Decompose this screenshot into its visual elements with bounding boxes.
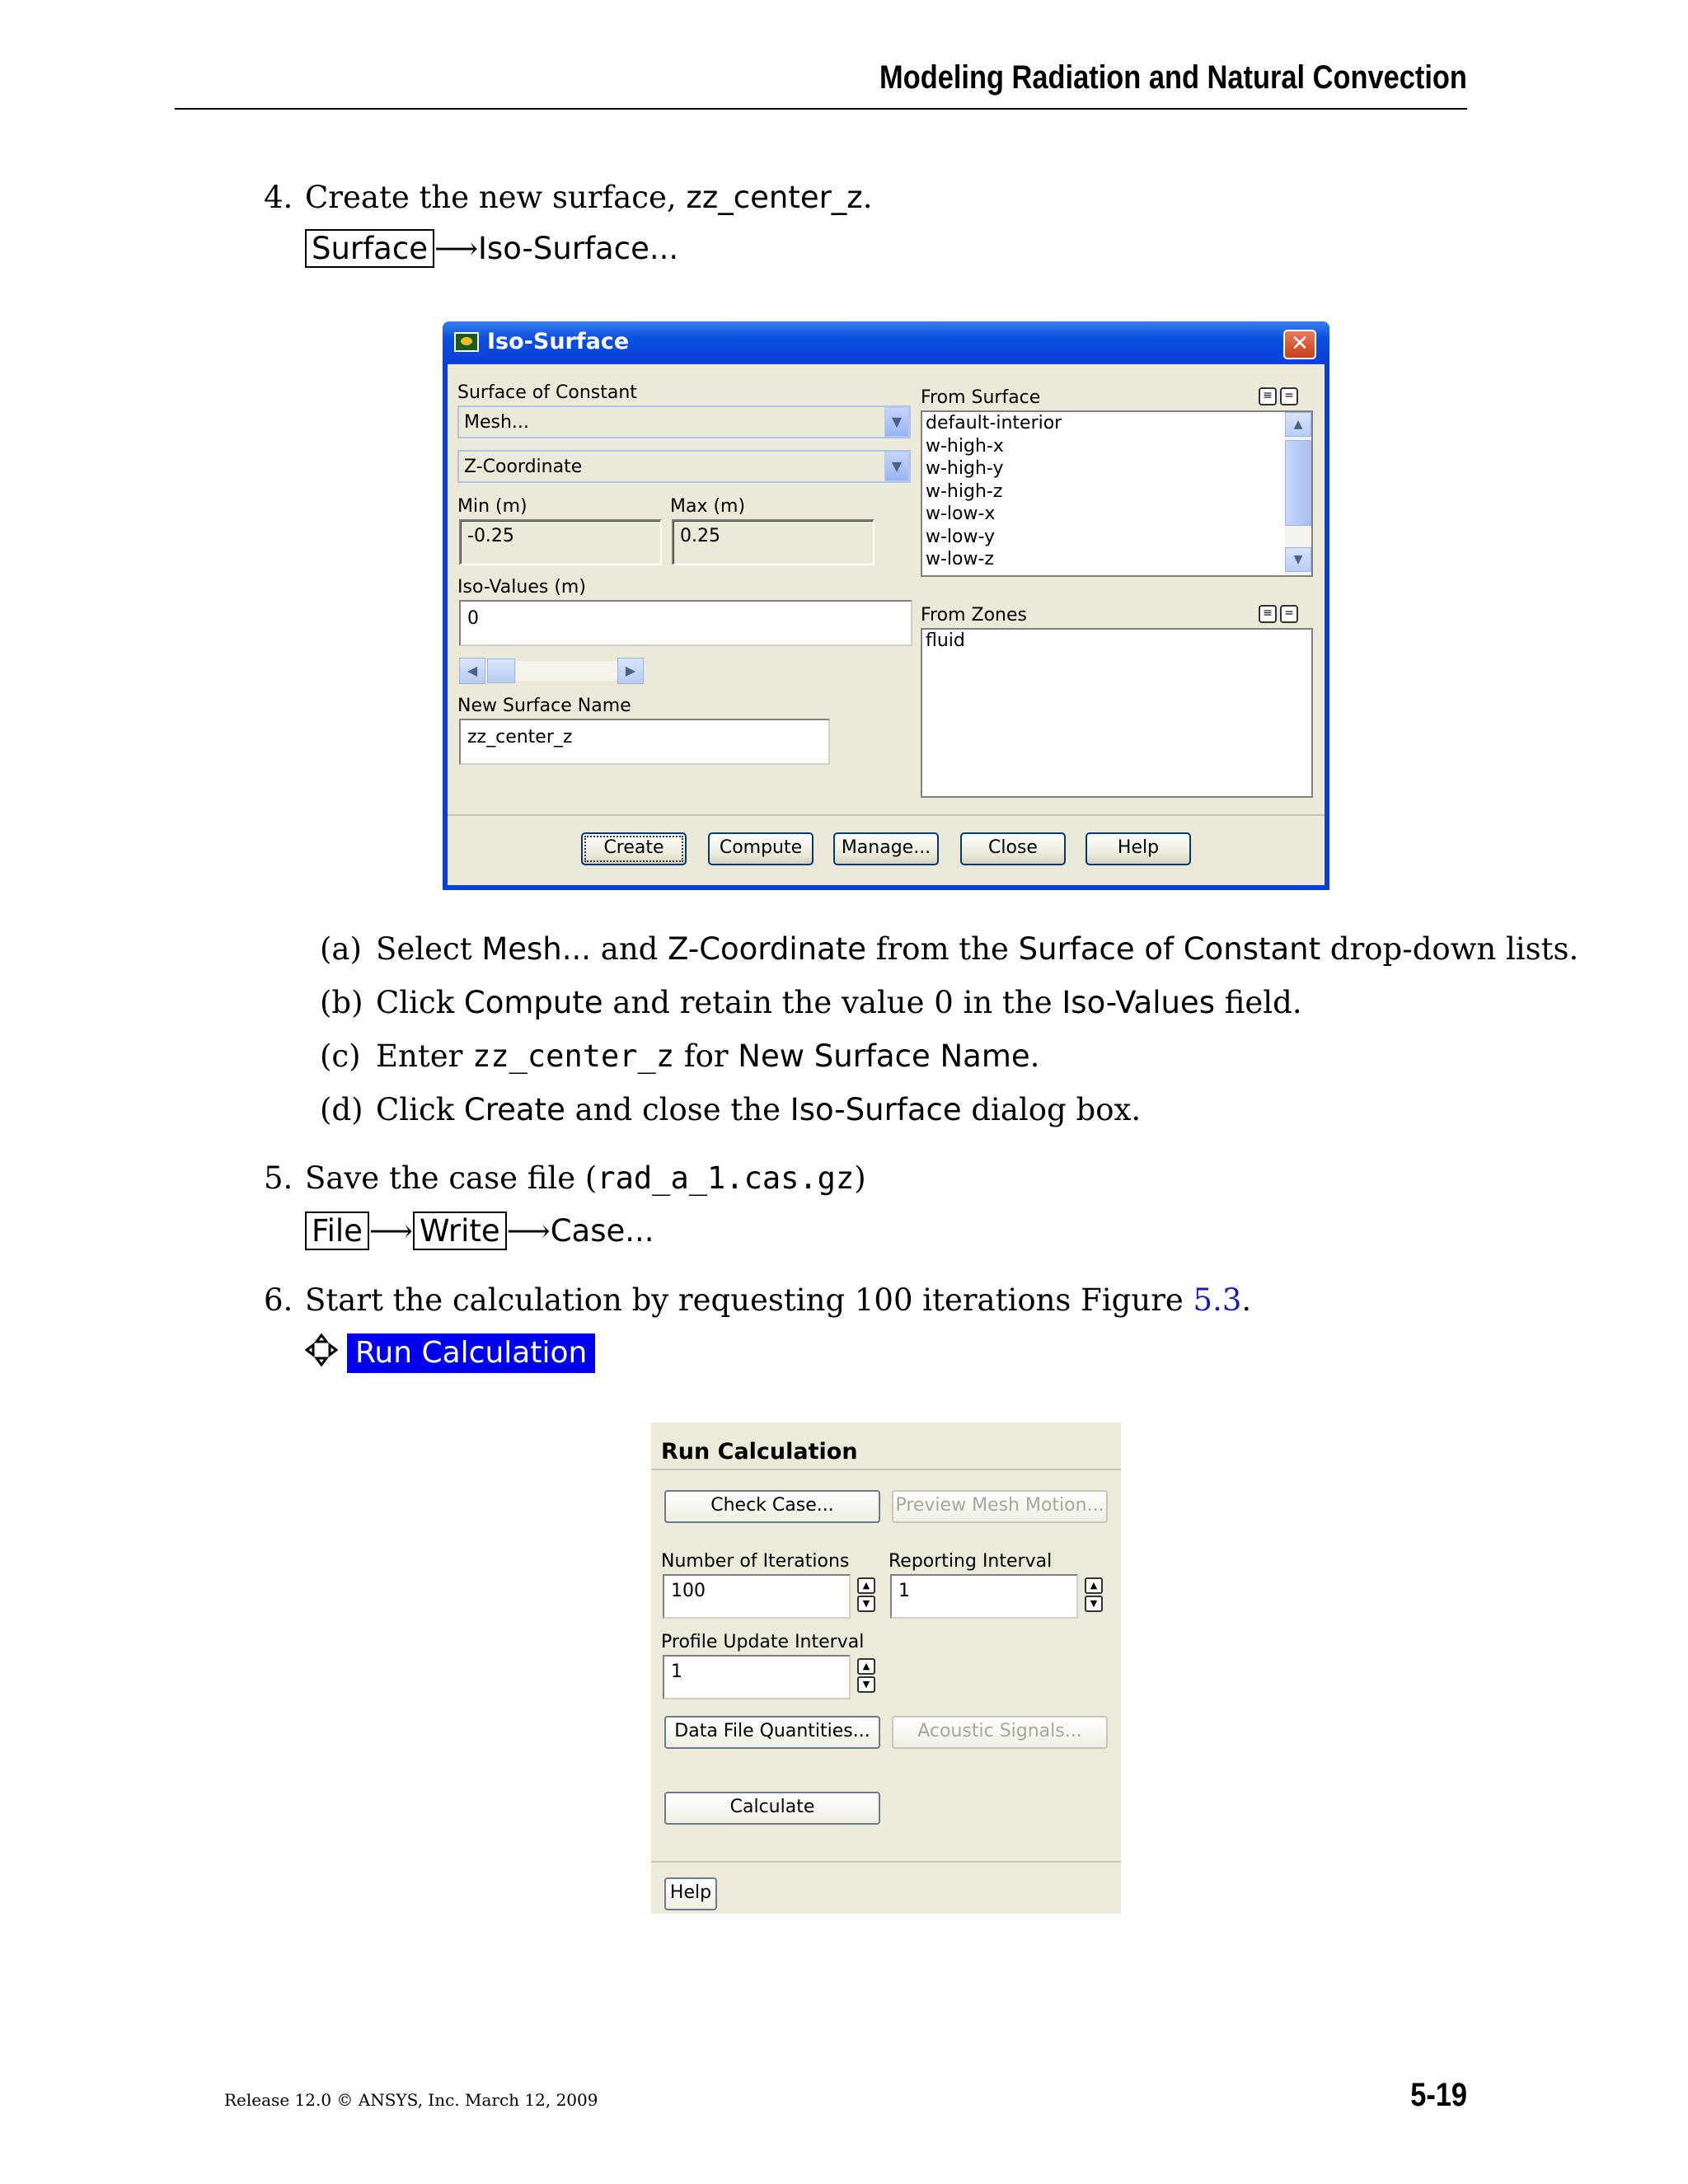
case-file-name: rad_a_1.cas.gz xyxy=(597,1160,855,1196)
iterations-input[interactable]: 100 xyxy=(663,1574,851,1619)
arrow-icon: ⟶ xyxy=(368,1213,413,1249)
surface-of-constant-label: Surface of Constant xyxy=(457,382,637,403)
from-surface-label: From Surface xyxy=(921,387,1041,408)
chevron-down-icon[interactable]: ▼ xyxy=(857,1596,875,1612)
select-all-icon[interactable]: ≡ xyxy=(1259,387,1277,405)
chevron-up-icon[interactable]: ▲ xyxy=(1285,412,1311,437)
chevron-down-icon[interactable]: ▼ xyxy=(884,407,909,437)
chevron-down-icon[interactable]: ▼ xyxy=(1085,1596,1103,1612)
list-item[interactable]: w-low-z xyxy=(926,549,994,569)
help-button[interactable]: Help xyxy=(664,1877,717,1910)
iso-surface-dialog xyxy=(443,321,1329,890)
substep-c: (c) Enter zz_center_z for New Surface Name. xyxy=(320,1038,1040,1074)
max-field: 0.25 xyxy=(672,519,874,565)
calculate-button[interactable]: Calculate xyxy=(664,1792,880,1825)
min-field: -0.25 xyxy=(459,519,662,565)
scrollbar-thumb[interactable] xyxy=(1285,440,1311,526)
chevron-left-icon[interactable]: ◀ xyxy=(459,658,485,684)
page-header-title: Modeling Radiation and Natural Convection xyxy=(879,59,1467,96)
list-item[interactable]: fluid xyxy=(926,630,965,651)
page-number: 5-19 xyxy=(1410,2077,1467,2113)
surface-of-constant-dropdown-2[interactable]: Z-Coordinate ▼ xyxy=(457,450,911,483)
divider xyxy=(448,814,1325,816)
deselect-all-icon[interactable]: = xyxy=(1280,387,1298,405)
arrow-icon: ⟶ xyxy=(434,231,479,266)
title-bar[interactable] xyxy=(443,321,1329,364)
step-6-text: 6. Start the calculation by requesting 100 iterations Figure 5.3. xyxy=(264,1282,1252,1318)
compute-button[interactable]: Compute xyxy=(708,832,814,865)
new-surface-name-label: New Surface Name xyxy=(457,696,631,716)
list-item[interactable]: w-high-z xyxy=(926,480,1003,502)
list-item[interactable]: w-high-x xyxy=(926,435,1004,457)
deselect-all-icon[interactable]: = xyxy=(1280,605,1298,623)
list-item[interactable]: w-high-y xyxy=(926,458,1004,479)
header-rule xyxy=(175,108,1467,110)
profile-update-label: Profile Update Interval xyxy=(661,1632,865,1652)
min-label: Min (m) xyxy=(457,496,528,517)
step-5-menu-path xyxy=(305,1213,654,1249)
step-number: 4. xyxy=(264,180,293,215)
run-calculation-panel xyxy=(651,1422,1121,1914)
manage-button[interactable]: Manage... xyxy=(833,832,939,865)
substep-d: (d) Click Create and close the Iso-Surface dialog box. xyxy=(320,1092,1142,1127)
chevron-down-icon[interactable]: ▼ xyxy=(857,1676,875,1693)
menu-surface[interactable]: Surface xyxy=(305,229,434,268)
check-case-button[interactable]: Check Case... xyxy=(664,1490,880,1523)
acoustic-signals-button[interactable]: Acoustic Signals... xyxy=(892,1716,1108,1749)
iso-values-label: Iso-Values (m) xyxy=(457,577,586,598)
run-calculation-nav[interactable]: Run Calculation xyxy=(347,1333,595,1373)
profile-update-input[interactable]: 1 xyxy=(663,1655,851,1699)
panel-title: Run Calculation xyxy=(661,1439,858,1465)
substep-b: (b) Click Compute and retain the value 0 in the Iso-Values field. xyxy=(320,985,1302,1020)
select-all-icon[interactable]: ≡ xyxy=(1259,605,1277,623)
menu-case[interactable]: Case... xyxy=(550,1213,654,1249)
chevron-up-icon[interactable]: ▲ xyxy=(857,1577,875,1594)
list-item[interactable]: default-interior xyxy=(926,413,1062,434)
menu-file[interactable]: File xyxy=(305,1212,369,1250)
step-number: 6. xyxy=(264,1282,293,1318)
move-arrows-icon xyxy=(305,1333,338,1366)
iso-values-input[interactable]: 0 xyxy=(459,600,912,646)
iterations-label: Number of Iterations xyxy=(661,1551,850,1572)
chevron-down-icon[interactable]: ▼ xyxy=(1285,547,1311,572)
step-4-menu-path xyxy=(305,231,678,266)
reporting-interval-input[interactable]: 1 xyxy=(890,1574,1078,1619)
step-4-text: 4. Create the new surface, zz_center_z. xyxy=(264,180,873,215)
reporting-interval-label: Reporting Interval xyxy=(889,1551,1053,1572)
list-item[interactable]: w-low-y xyxy=(926,526,996,547)
from-zones-label: From Zones xyxy=(921,605,1027,626)
close-icon[interactable]: ✕ xyxy=(1283,330,1316,359)
chevron-up-icon[interactable]: ▲ xyxy=(857,1658,875,1675)
chevron-right-icon[interactable]: ▶ xyxy=(617,658,644,684)
profile-update-stepper[interactable] xyxy=(857,1658,879,1696)
list-item[interactable]: w-low-x xyxy=(926,504,996,524)
divider xyxy=(651,1469,1121,1470)
preview-mesh-motion-button[interactable]: Preview Mesh Motion... xyxy=(892,1490,1108,1523)
menu-write[interactable]: Write xyxy=(413,1212,507,1250)
from-surface-list[interactable] xyxy=(921,410,1313,577)
scrollbar[interactable] xyxy=(1285,412,1311,575)
app-icon xyxy=(454,332,479,352)
chevron-down-icon[interactable]: ▼ xyxy=(884,452,909,481)
menu-iso-surface[interactable]: Iso-Surface... xyxy=(478,231,679,266)
close-button[interactable]: Close xyxy=(960,832,1066,865)
dialog-title: Iso-Surface xyxy=(487,329,630,354)
release-footer: Release 12.0 © ANSYS, Inc. March 12, 2009 xyxy=(224,2090,598,2110)
help-button[interactable]: Help xyxy=(1085,832,1191,865)
max-label: Max (m) xyxy=(670,496,746,517)
divider xyxy=(651,1861,1121,1863)
reporting-interval-stepper[interactable] xyxy=(1085,1577,1106,1615)
dialog-body xyxy=(448,364,1325,885)
chevron-up-icon[interactable]: ▲ xyxy=(1085,1577,1103,1594)
substep-a: (a) Select Mesh... and Z-Coordinate from the Surface of Constant drop-down lists. xyxy=(320,931,1579,967)
surface-name: zz_center_z xyxy=(686,180,863,215)
surface-of-constant-dropdown-1[interactable]: Mesh... ▼ xyxy=(457,405,911,438)
slider-thumb[interactable] xyxy=(487,658,515,683)
create-button[interactable]: Create xyxy=(581,832,687,865)
data-file-quantities-button[interactable]: Data File Quantities... xyxy=(664,1716,880,1749)
arrow-icon: ⟶ xyxy=(506,1213,551,1249)
step-5-text: 5. Save the case file (rad_a_1.cas.gz) xyxy=(264,1160,866,1196)
iterations-stepper[interactable] xyxy=(857,1577,879,1615)
iso-values-slider[interactable] xyxy=(459,658,644,684)
new-surface-name-input[interactable]: zz_center_z xyxy=(459,719,830,765)
figure-reference-link[interactable]: 5.3 xyxy=(1193,1282,1242,1318)
from-zones-list[interactable] xyxy=(921,628,1313,798)
step-number: 5. xyxy=(264,1160,293,1196)
